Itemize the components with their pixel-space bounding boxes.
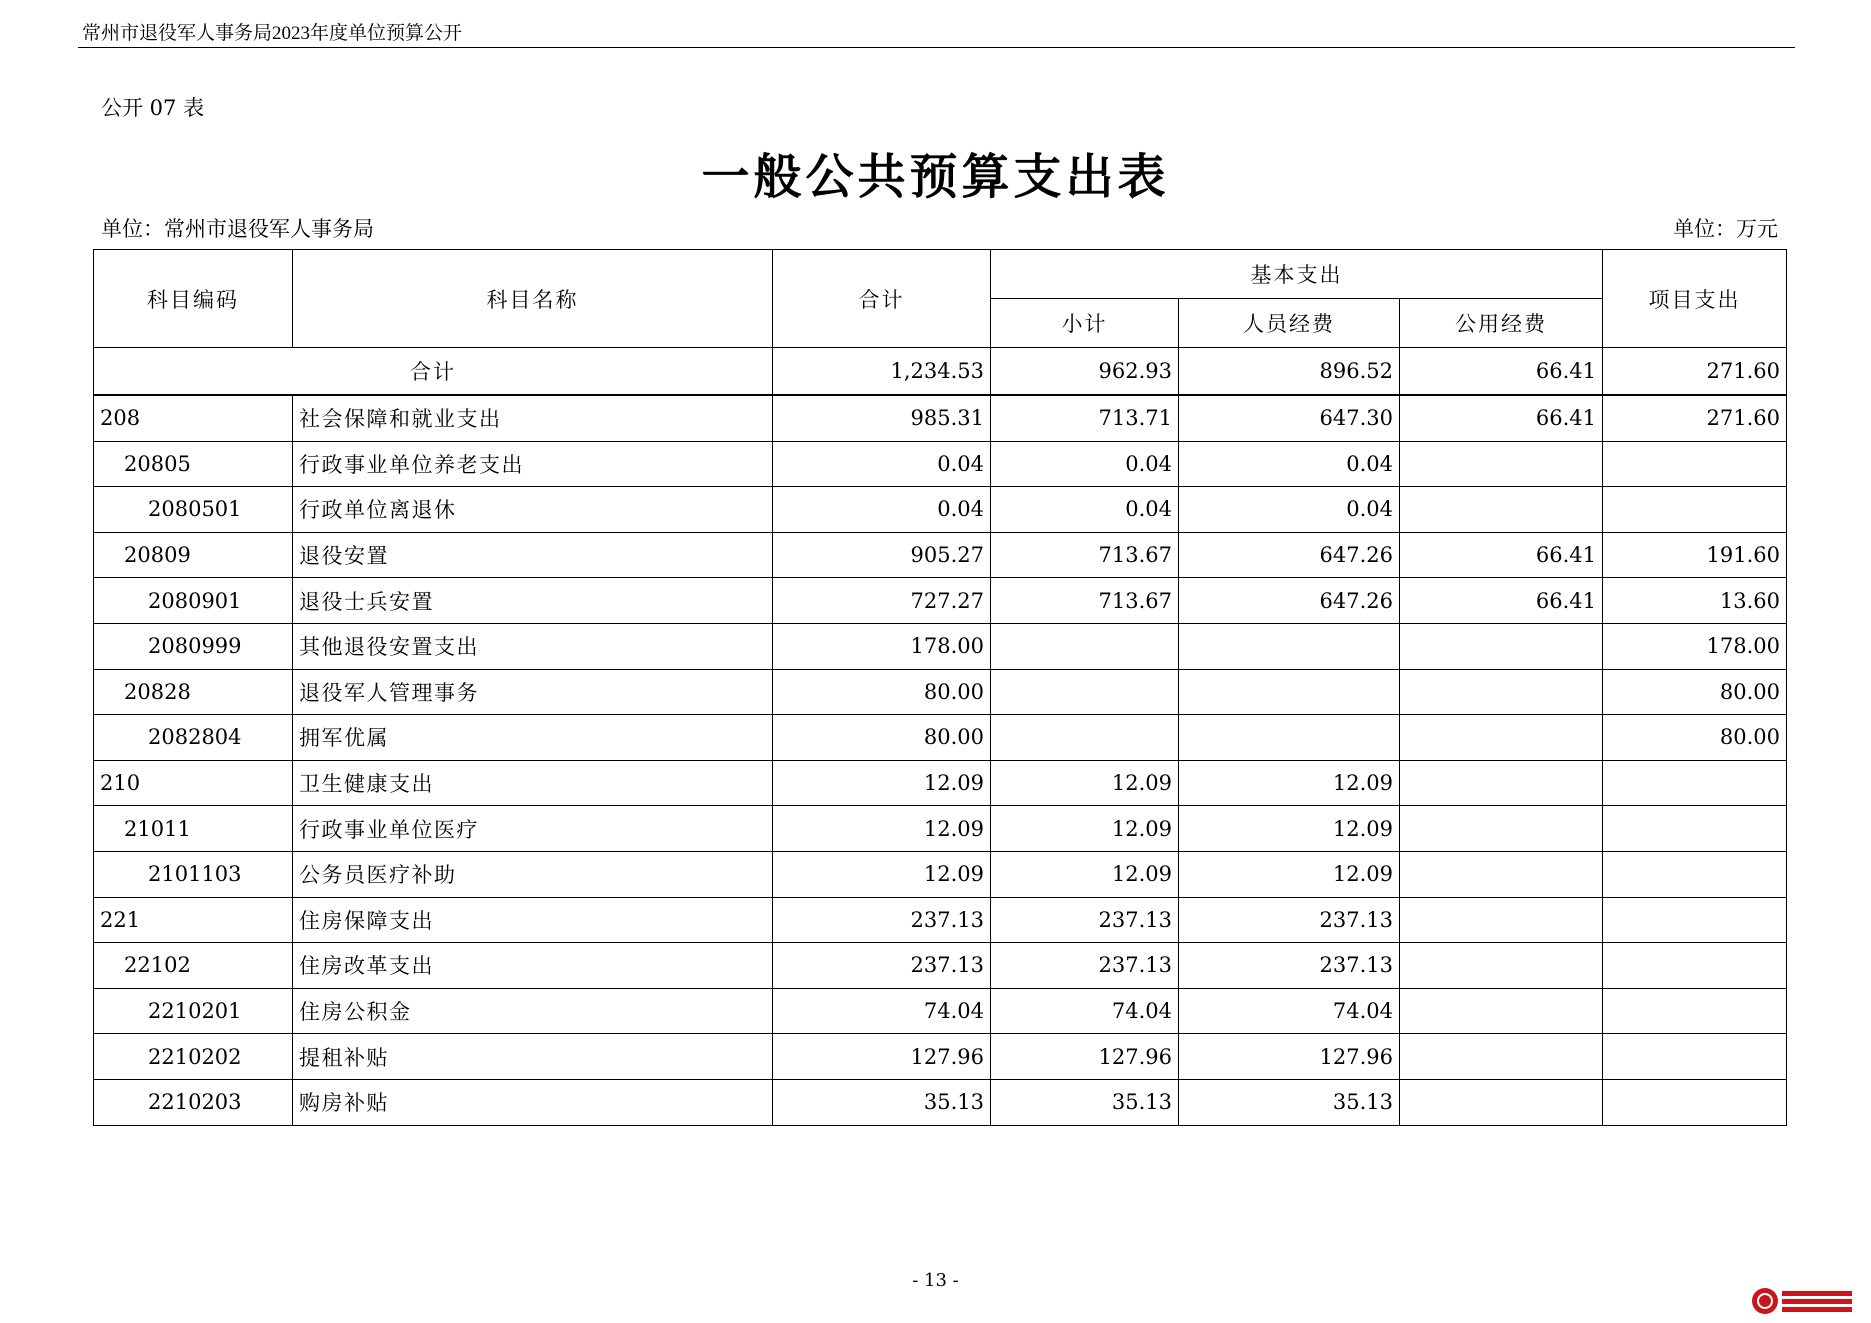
cell-personnel: 647.26 [1179, 578, 1400, 624]
table-id: 公开 07 表 [101, 96, 205, 120]
cell-name: 行政事业单位医疗 [293, 806, 773, 852]
cell-personnel: 35.13 [1179, 1079, 1400, 1125]
total-public: 66.41 [1400, 348, 1603, 396]
cell-public [1400, 943, 1603, 989]
table-row [94, 760, 1787, 806]
cell-project [1603, 943, 1787, 989]
cell-project [1603, 897, 1787, 943]
table-row [94, 441, 1787, 487]
cell-subtotal: 12.09 [991, 851, 1179, 897]
cell-subtotal: 237.13 [991, 943, 1179, 989]
cell-project [1603, 1034, 1787, 1080]
cell-name: 社会保障和就业支出 [293, 395, 773, 441]
cell-subtotal [991, 669, 1179, 715]
cell-name: 提租补贴 [293, 1034, 773, 1080]
page-number: - 13 - [912, 1270, 959, 1291]
cell-subtotal: 237.13 [991, 897, 1179, 943]
cell-public [1400, 1034, 1603, 1080]
cell-public: 66.41 [1400, 578, 1603, 624]
total-total: 1,234.53 [773, 348, 991, 396]
total-project: 271.60 [1603, 348, 1787, 396]
cell-code: 2210202 [94, 1034, 293, 1080]
cell-public: 66.41 [1400, 532, 1603, 578]
unit-currency: 单位：万元 [1673, 217, 1778, 241]
cell-public [1400, 441, 1603, 487]
cell-personnel [1179, 669, 1400, 715]
cell-project [1603, 441, 1787, 487]
table-row [94, 943, 1787, 989]
cell-personnel: 647.26 [1179, 532, 1400, 578]
cell-personnel: 0.04 [1179, 487, 1400, 533]
header-rule [78, 47, 1795, 48]
unit-organization: 单位：常州市退役军人事务局 [101, 217, 374, 241]
cell-project [1603, 988, 1787, 1034]
cell-code: 2210203 [94, 1079, 293, 1125]
cell-public [1400, 487, 1603, 533]
cell-name: 住房改革支出 [293, 943, 773, 989]
table-row [94, 1034, 1787, 1080]
cell-project [1603, 487, 1787, 533]
cell-project: 191.60 [1603, 532, 1787, 578]
cell-personnel: 237.13 [1179, 897, 1400, 943]
table-header [94, 250, 1787, 348]
cell-total: 12.09 [773, 806, 991, 852]
cell-subtotal: 74.04 [991, 988, 1179, 1034]
cell-public [1400, 988, 1603, 1034]
col-header-total: 合计 [773, 250, 991, 348]
col-header-basic: 基本支出 [991, 250, 1603, 299]
cell-project [1603, 760, 1787, 806]
cell-total: 0.04 [773, 487, 991, 533]
cell-code: 2080901 [94, 578, 293, 624]
cell-project [1603, 806, 1787, 852]
cell-code: 2101103 [94, 851, 293, 897]
cell-name: 公务员医疗补助 [293, 851, 773, 897]
cell-public: 66.41 [1400, 395, 1603, 441]
cell-total: 985.31 [773, 395, 991, 441]
cell-name: 卫生健康支出 [293, 760, 773, 806]
table-row [94, 532, 1787, 578]
col-header-project: 项目支出 [1603, 250, 1787, 348]
cell-code: 20828 [94, 669, 293, 715]
cell-project [1603, 851, 1787, 897]
cell-code: 2210201 [94, 988, 293, 1034]
cell-code: 208 [94, 395, 293, 441]
cell-total: 0.04 [773, 441, 991, 487]
cell-code: 2080999 [94, 623, 293, 669]
cell-total: 74.04 [773, 988, 991, 1034]
total-label: 合计 [94, 348, 773, 396]
cell-personnel: 0.04 [1179, 441, 1400, 487]
cell-project: 80.00 [1603, 715, 1787, 761]
cell-code: 20805 [94, 441, 293, 487]
cell-project: 178.00 [1603, 623, 1787, 669]
table-row [94, 897, 1787, 943]
col-header-subtotal: 小计 [991, 299, 1179, 348]
budget-table [93, 249, 1787, 1126]
cell-code: 21011 [94, 806, 293, 852]
cell-name: 退役士兵安置 [293, 578, 773, 624]
cell-subtotal [991, 715, 1179, 761]
cell-total: 237.13 [773, 943, 991, 989]
cell-name: 购房补贴 [293, 1079, 773, 1125]
cell-personnel: 12.09 [1179, 806, 1400, 852]
table-row [94, 988, 1787, 1034]
site-logo [1752, 1284, 1862, 1318]
cell-project: 271.60 [1603, 395, 1787, 441]
cell-personnel [1179, 623, 1400, 669]
site-wordmark [1782, 1291, 1852, 1312]
cell-code: 221 [94, 897, 293, 943]
cell-personnel: 74.04 [1179, 988, 1400, 1034]
cell-total: 727.27 [773, 578, 991, 624]
running-header: 常州市退役军人事务局2023年度单位预算公开 [82, 23, 463, 44]
cell-personnel: 12.09 [1179, 760, 1400, 806]
page-title: 一般公共预算支出表 [701, 149, 1170, 205]
cell-total: 905.27 [773, 532, 991, 578]
city-seal-icon [1752, 1288, 1778, 1314]
cell-subtotal: 713.67 [991, 578, 1179, 624]
cell-name: 住房保障支出 [293, 897, 773, 943]
total-row [94, 348, 1787, 396]
cell-personnel: 237.13 [1179, 943, 1400, 989]
cell-public [1400, 897, 1603, 943]
cell-project: 13.60 [1603, 578, 1787, 624]
cell-subtotal: 713.71 [991, 395, 1179, 441]
cell-subtotal: 0.04 [991, 441, 1179, 487]
cell-subtotal: 12.09 [991, 760, 1179, 806]
cell-subtotal: 713.67 [991, 532, 1179, 578]
table-row [94, 578, 1787, 624]
table-row [94, 395, 1787, 441]
col-header-code: 科目编码 [94, 250, 293, 348]
cell-subtotal: 12.09 [991, 806, 1179, 852]
table-row [94, 623, 1787, 669]
cell-total: 35.13 [773, 1079, 991, 1125]
cell-public [1400, 669, 1603, 715]
cell-project [1603, 1079, 1787, 1125]
cell-name: 行政事业单位养老支出 [293, 441, 773, 487]
cell-personnel [1179, 715, 1400, 761]
cell-personnel: 12.09 [1179, 851, 1400, 897]
table-body [94, 348, 1787, 1126]
cell-name: 其他退役安置支出 [293, 623, 773, 669]
cell-total: 178.00 [773, 623, 991, 669]
cell-personnel: 647.30 [1179, 395, 1400, 441]
cell-subtotal: 127.96 [991, 1034, 1179, 1080]
table-row [94, 715, 1787, 761]
cell-name: 退役军人管理事务 [293, 669, 773, 715]
cell-code: 22102 [94, 943, 293, 989]
cell-code: 2080501 [94, 487, 293, 533]
table-row [94, 669, 1787, 715]
cell-total: 127.96 [773, 1034, 991, 1080]
col-header-personnel: 人员经费 [1179, 299, 1400, 348]
table-row [94, 806, 1787, 852]
total-subtotal: 962.93 [991, 348, 1179, 396]
table-row [94, 1079, 1787, 1125]
cell-total: 12.09 [773, 851, 991, 897]
cell-name: 住房公积金 [293, 988, 773, 1034]
cell-public [1400, 1079, 1603, 1125]
cell-name: 行政单位离退休 [293, 487, 773, 533]
cell-total: 80.00 [773, 669, 991, 715]
total-personnel: 896.52 [1179, 348, 1400, 396]
cell-total: 237.13 [773, 897, 991, 943]
cell-code: 20809 [94, 532, 293, 578]
cell-subtotal: 0.04 [991, 487, 1179, 533]
cell-personnel: 127.96 [1179, 1034, 1400, 1080]
col-header-public: 公用经费 [1400, 299, 1603, 348]
cell-subtotal [991, 623, 1179, 669]
col-header-name: 科目名称 [293, 250, 773, 348]
cell-total: 12.09 [773, 760, 991, 806]
cell-public [1400, 806, 1603, 852]
cell-code: 2082804 [94, 715, 293, 761]
cell-public [1400, 715, 1603, 761]
cell-public [1400, 623, 1603, 669]
cell-code: 210 [94, 760, 293, 806]
cell-name: 退役安置 [293, 532, 773, 578]
cell-public [1400, 851, 1603, 897]
table-row [94, 487, 1787, 533]
cell-name: 拥军优属 [293, 715, 773, 761]
cell-total: 80.00 [773, 715, 991, 761]
cell-project: 80.00 [1603, 669, 1787, 715]
cell-public [1400, 760, 1603, 806]
table-row [94, 851, 1787, 897]
cell-subtotal: 35.13 [991, 1079, 1179, 1125]
